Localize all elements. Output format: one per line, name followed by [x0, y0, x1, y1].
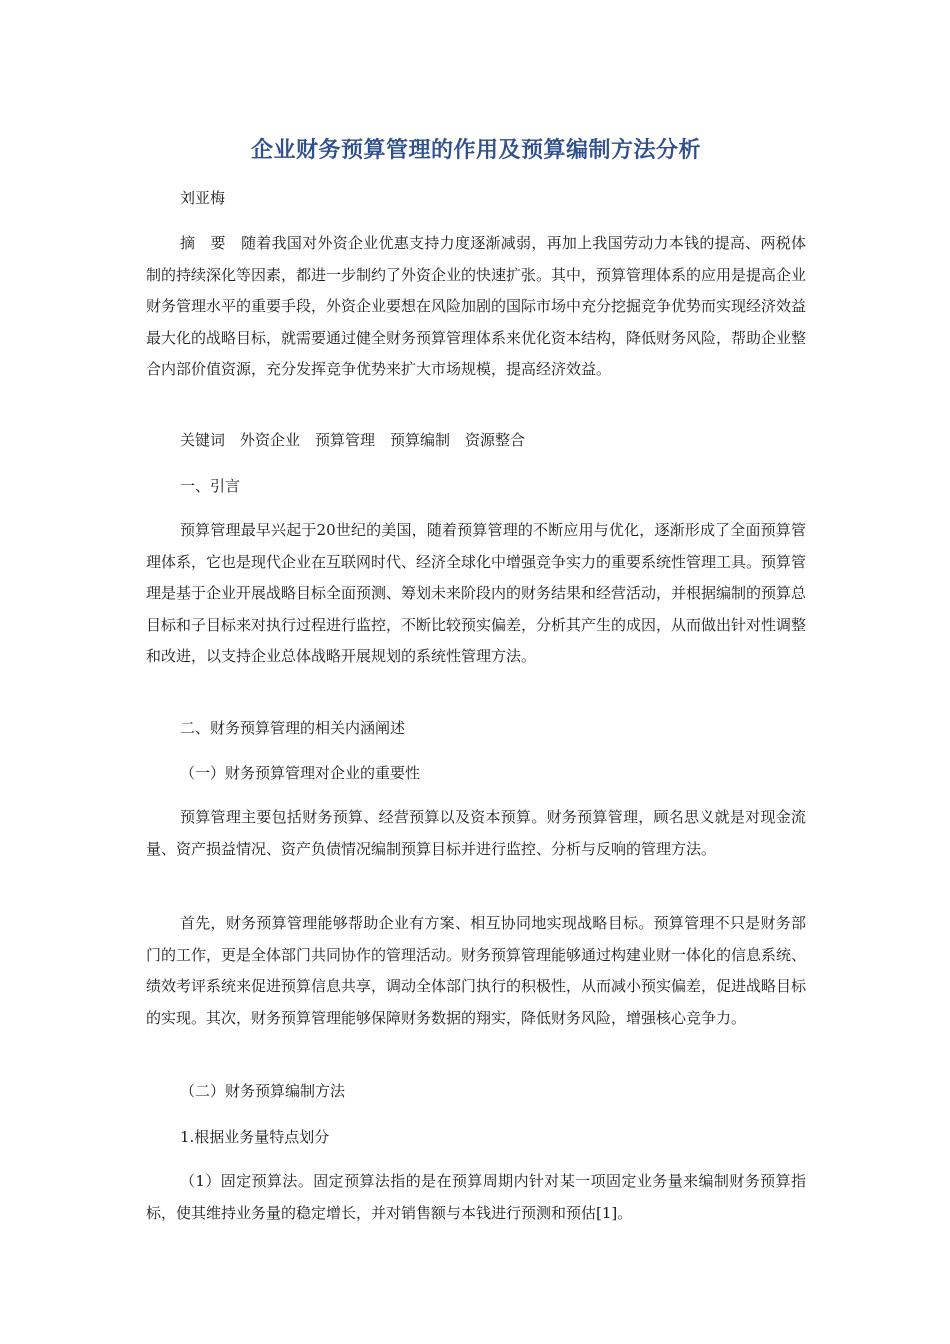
introduction-paragraph: 预算管理最早兴起于20世纪的美国，随着预算管理的不断应用与优化，逐渐形成了全面预算管理体系，它也是现代企业在互联网时代、经济全球化中增强竞争实力的重要系统性管理工具。预算管理是基于企业开展战略目标全面预测、筹划未来阶段内的财务结果和经营活动，并根据编制的预算总目标和子目标来对执行过程进行监控，不断比较预实偏差，分析其产生的成因，从而做出针对性调整和改进，以支持企业总体战略开展规划的系统性管理方法。 — [146, 521, 807, 665]
keywords-line: 关键词 外资企业 预算管理 预算编制 资源整合 — [180, 431, 526, 449]
document-title: 企业财务预算管理的作用及预算编制方法分析 — [250, 138, 701, 163]
subsection-heading-methods: （二）财务预算编制方法 — [180, 1082, 346, 1100]
section-heading-connotation: 二、财务预算管理的相关内涵阐述 — [180, 719, 406, 737]
abstract-paragraph: 摘 要 随着我国对外资企业优惠支持力度逐渐减弱，再加上我国劳动力本钱的提高、两税体制的持续深化等因素，都进一步制约了外资企业的快速扩张。其中，预算管理体系的应用是提高企业财务管理水平的重要手段，外资企业要想在风险加剧的国际市场中充分挖掘竞争优势而实现经济效益最大化的战略目标，就需要通过健全财务预算管理体系来优化资本结构，降低财务风险，帮助企业整合内部价值资源，充分发挥竞争优势来扩大市场规模，提高经济效益。 — [146, 234, 807, 378]
importance-paragraph-2: 首先，财务预算管理能够帮助企业有方案、相互协同地实现战略目标。预算管理不只是财务部门的工作，更是全体部门共同协作的管理活动。财务预算管理能够通过构建业财一体化的信息系统、绩效考评系统来促进预算信息共享，调动全体部门执行的积极性，从而减小预实偏差，促进战略目标的实现。其次，财务预算管理能够保障财务数据的翔实，降低财务风险，增强核心竞争力。 — [146, 914, 807, 1027]
item-heading-business-volume: 1.根据业务量特点划分 — [180, 1128, 330, 1146]
section-heading-introduction: 一、引言 — [180, 477, 241, 495]
importance-paragraph-1: 预算管理主要包括财务预算、经营预算以及资本预算。财务预算管理，顾名思义就是对现金流量、资产损益情况、资产负债情况编制预算目标并进行监控、分析与反响的管理方法。 — [146, 808, 806, 858]
author-name: 刘亚梅 — [180, 189, 226, 207]
subsection-heading-importance: （一）财务预算管理对企业的重要性 — [180, 764, 421, 782]
fixed-budget-paragraph: （1）固定预算法。固定预算法指的是在预算周期内针对某一项固定业务量来编制财务预算指标，使其维持业务量的稳定增长，并对销售额与本钱进行预测和预估[1]。 — [146, 1172, 806, 1222]
